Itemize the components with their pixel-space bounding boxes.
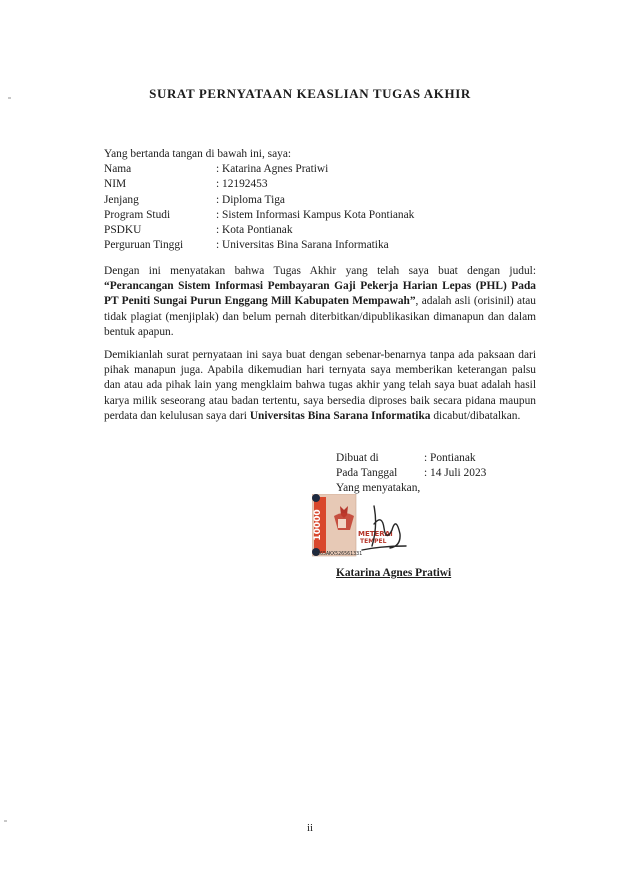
identity-label: Jenjang bbox=[104, 193, 139, 206]
identity-value: : Kota Pontianak bbox=[216, 223, 293, 236]
date-label: Pada Tanggal bbox=[336, 467, 398, 480]
meterai-stamp-icon bbox=[312, 494, 408, 558]
identity-value: : Sistem Informasi Kampus Kota Pontianak bbox=[216, 208, 415, 221]
identity-row bbox=[104, 177, 414, 192]
page-number: ii bbox=[306, 822, 314, 834]
stamp-value-text: 10000 bbox=[313, 509, 323, 541]
place-label: Dibuat di bbox=[336, 452, 379, 464]
scan-mark bbox=[4, 820, 7, 822]
date-value: : 14 Juli 2023 bbox=[424, 467, 487, 480]
identity-row bbox=[104, 162, 414, 177]
stamp-serial: 2265AKX526561331 bbox=[314, 551, 363, 557]
closing-tail: dicabut/dibatalkan. bbox=[430, 409, 521, 422]
closing-lead: Demikianlah surat pernyataan ini saya buat dengan sebenar-benarnya tanpa ada paksaan dari pihak manapun juga. Apabila dikemudian hari ternyata saya memberikan keterangan palsu dan atau ada pihak lain yang mengklaim bahwa tugas akhir yang telah saya buat adalah hasil karya milik seseorang atau badan tertentu, saya bersedia diproses baik secara pidana maupun perdata dan kelulusan saya dari bbox=[104, 349, 536, 422]
scan-mark bbox=[8, 97, 11, 99]
signatory-name: Katarina Agnes Pratiwi bbox=[336, 567, 452, 579]
identity-value: : Diploma Tiga bbox=[216, 193, 285, 206]
declaration-tail: , adalah asli (orisinil) atau tidak plagiat (menjiplak) dan belum pernah diterbitkan/dipublikasikan dimanapun dan dalam bentuk apapun. bbox=[104, 295, 536, 338]
identity-label: Perguruan Tinggi bbox=[104, 239, 184, 252]
identity-row bbox=[104, 223, 414, 238]
declaration-paragraph bbox=[104, 264, 536, 340]
declaration-lead: Dengan ini menyatakan bahwa Tugas Akhir yang telah saya buat dengan judul: bbox=[104, 265, 536, 277]
identity-label: Nama bbox=[104, 163, 132, 176]
identity-label: NIM bbox=[104, 178, 127, 191]
closing-paragraph bbox=[104, 348, 536, 424]
signature-block bbox=[336, 451, 486, 497]
identity-row bbox=[104, 193, 414, 208]
identity-value: : Universitas Bina Sarana Informatika bbox=[216, 239, 389, 252]
intro-text: Yang bertanda tangan di bawah ini, saya: bbox=[104, 148, 292, 160]
thesis-title: “Perancangan Sistem Informasi Pembayaran Gaji Pekerja Harian Lepas (PHL) Pada PT Peniti Sungai Purun Enggang Mill Kabupaten Mempawah” bbox=[104, 280, 536, 308]
place-row bbox=[336, 451, 486, 466]
place-value: : Pontianak bbox=[424, 452, 476, 464]
identity-block bbox=[104, 147, 414, 253]
stamp-label-1: METERAI bbox=[358, 530, 393, 538]
identity-row bbox=[104, 208, 414, 223]
statement-text: Yang menyatakan, bbox=[336, 482, 421, 495]
identity-label: PSDKU bbox=[104, 223, 142, 236]
stamp-label-2: TEMPEL bbox=[360, 538, 387, 545]
university-name: Universitas Bina Sarana Informatika bbox=[249, 409, 431, 422]
identity-value: : 12192453 bbox=[216, 178, 268, 191]
identity-value: : Katarina Agnes Pratiwi bbox=[216, 163, 329, 176]
date-row bbox=[336, 466, 486, 481]
identity-label: Program Studi bbox=[104, 208, 171, 221]
document-title: SURAT PERNYATAAN KEASLIAN TUGAS AKHIR bbox=[149, 86, 471, 101]
identity-row bbox=[104, 238, 414, 253]
